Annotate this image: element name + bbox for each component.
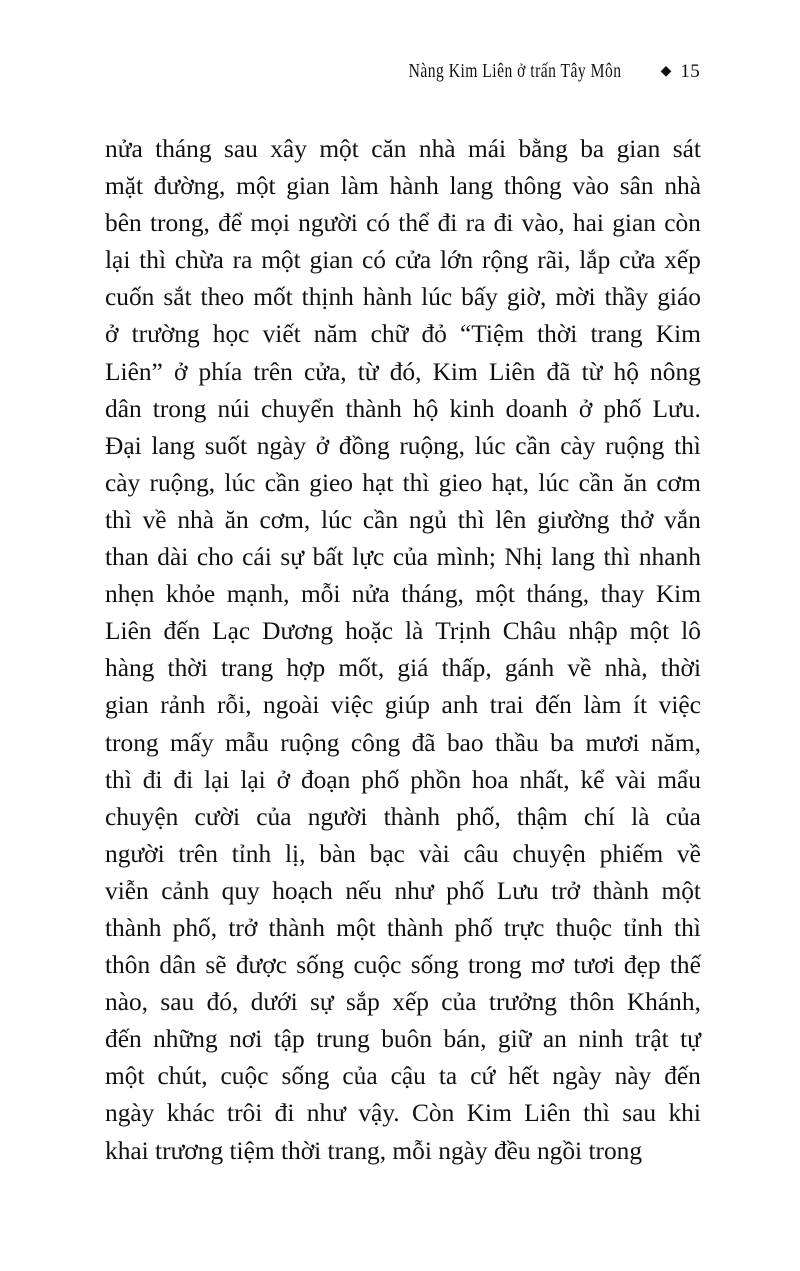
body-line: ở trường học viết năm chữ đỏ “Tiệm thời trang Kim [105,320,701,349]
body-line: gian rảnh rỗi, ngoài việc giúp anh trai đến làm ít việc [105,691,701,720]
body-line: Liên đến Lạc Dương hoặc là Trịnh Châu nhập một lô [105,617,701,646]
body-line: dân trong núi chuyển thành hộ kinh doanh ở phố Lưu. [105,394,701,423]
body-line: trong mấy mẫu ruộng công đã bao thầu ba mươi năm, [105,728,701,757]
body-line: thì đi đi lại lại ở đoạn phố phồn hoa nhất, kể vài mẩu [105,765,701,794]
body-line: bên trong, để mọi người có thể đi ra đi vào, hai gian còn [105,209,701,238]
running-header [105,60,700,90]
body-line: nửa tháng sau xây một căn nhà mái bằng ba gian sát [105,135,701,163]
body-line: Đại lang suốt ngày ở đồng ruộng, lúc cần cày ruộng thì [105,431,701,460]
body-line: người trên tỉnh lị, bàn bạc vài câu chuyện phiếm về [105,839,701,868]
body-line: mặt đường, một gian làm hành lang thông vào sân nhà [105,172,701,201]
body-line: thôn dân sẽ được sống cuộc sống trong mơ tươi đẹp thế [105,951,701,980]
body-line: viễn cảnh quy hoạch nếu như phố Lưu trở thành một [105,876,701,905]
body-line: hàng thời trang hợp mốt, giá thấp, gánh về nhà, thời [105,654,701,683]
body-line: cày ruộng, lúc cần gieo hạt thì gieo hạt, lúc cần ăn cơm [105,468,701,497]
body-text-block [105,131,701,1170]
body-line: nhẹn khỏe mạnh, mỗi nửa tháng, một tháng, thay Kim [105,580,701,609]
body-line: một chút, cuộc sống của cậu ta cứ hết ngày này đến [105,1062,701,1091]
body-line: khai trương tiệm thời trang, mỗi ngày đều ngồi trong [105,1136,643,1165]
body-line: thì về nhà ăn cơm, lúc cần ngủ thì lên giường thở vắn [105,505,701,534]
body-line: ngày khác trôi đi như vậy. Còn Kim Liên thì sau khi [105,1099,701,1128]
body-line: chuyện cười của người thành phố, thậm chí là của [105,802,701,831]
body-line: than dài cho cái sự bất lực của mình; Nhị lang thì nhanh [105,543,701,572]
body-line: thành phố, trở thành một thành phố trực thuộc tỉnh thì [105,913,701,942]
body-line: nào, sau đó, dưới sự sắp xếp của trưởng thôn Khánh, [105,988,701,1017]
diamond-icon: ◆ [660,64,672,79]
body-line: lại thì chừa ra một gian có cửa lớn rộng rãi, lắp cửa xếp [105,246,701,275]
running-header-title: Nàng Kim Liên ở trấn Tây Môn [409,61,622,82]
page-number: 15 [680,61,700,82]
body-line: Liên” ở phía trên cửa, từ đó, Kim Liên đã từ hộ nông [105,357,701,386]
body-line: cuốn sắt theo mốt thịnh hành lúc bấy giờ, mời thầy giáo [105,283,701,312]
body-line: đến những nơi tập trung buôn bán, giữ an ninh trật tự [105,1025,701,1054]
